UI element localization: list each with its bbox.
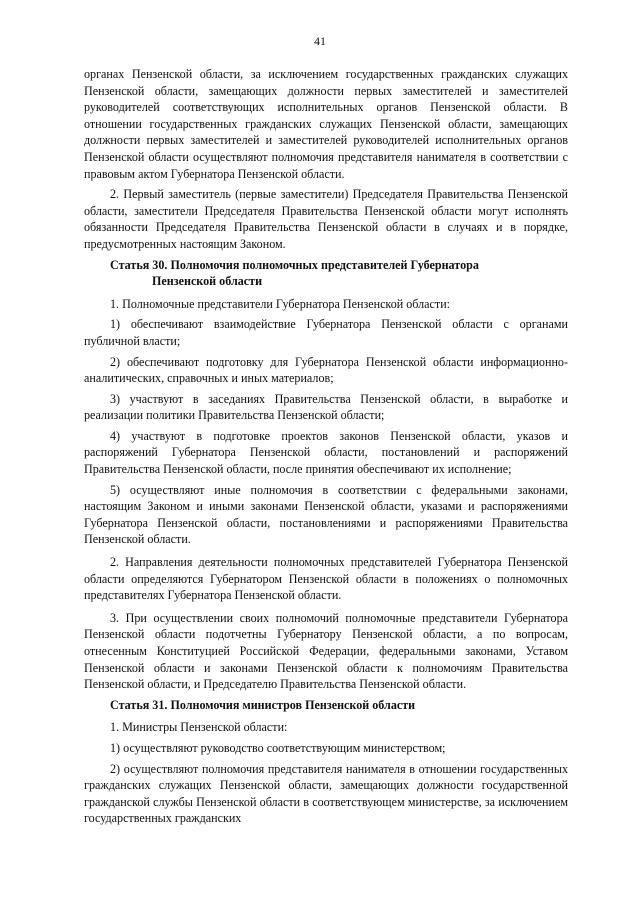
article-30-subitem-3: 3) участвуют в заседаниях Правительства Пензенской области, в выработке и реализации политики Правительства Пензенской области; [84, 391, 568, 423]
paragraph-2: 2. Первый заместитель (первые заместители) Председателя Правительства Пензенской области, заместители Председателя Правительства Пензенской области могут исполнять обязанности Председателя Правительства Пензенской области в случаях и в порядке, предусмотренных настоящим Законом. [84, 187, 568, 251]
article-31-heading [84, 697, 568, 714]
article-30-subitem-5: 5) осуществляют иные полномочия в соответствии с федеральными законами, настоящим Законом и иными законами Пензенской области, указами и распоряжениями Губернатора Пензенской области, постановлениями и распоряжениями Правительства Пензенской области. [84, 482, 568, 547]
article-31-subitem-2: 2) осуществляют полномочия представителя нанимателя в отношении государственных гражданских служащих Пензенской области, замещающих должности государственной гражданской службы Пензенской области в соответствующем министерстве, за исключением государственных гражданских [84, 761, 568, 826]
document-body [84, 66, 568, 831]
article-30-subitem-2: 2) обеспечивают подготовку для Губернатора Пензенской области информационно-аналитических, справочных и иных материалов; [84, 354, 568, 386]
article-30-subitem-1: 1) обеспечивают взаимодействие Губернатора Пензенской области с органами публичной власти; [84, 317, 568, 348]
page-number: 41 [314, 34, 326, 48]
article-30-item-1: 1. Полномочные представители Губернатора Пензенской области: [110, 296, 451, 311]
article-30-heading-line1: Статья 30. Полномочия полномочных представителей Губернатора [110, 257, 479, 272]
article-30-heading-line2: Пензенской области [152, 274, 263, 289]
article-30-subitem-4: 4) участвуют в подготовке проектов законов Пензенской области, указов и распоряжений Губернатора Пензенской области, постановлений и распоряжений Правительства Пензенской области, после принятия обеспечивают их исполнение; [84, 428, 568, 477]
article-30-heading [84, 257, 568, 290]
article-30-item-3: 3. При осуществлении своих полномочий полномочные представители Губернатора Пензенской области подотчетны Губернатору Пензенской области, а по вопросам, отнесенным Конституцией Российской Федерации, федеральными законами, Уставом Пензенской области и законами Пензенской области к полномочиям Правительства Пензенской области, и Председателю Правительства Пензенской области. [84, 610, 568, 692]
article-31-subitem-1: 1) осуществляют руководство соответствующим министерством; [110, 740, 446, 755]
paragraph-continuation: органах Пензенской области, за исключением государственных гражданских служащих Пензенской области, замещающих должности первых заместителей и заместителей руководителей соответствующих исполнительных органов Пензенской области. В отношении государственных гражданских служащих Пензенской области, замещающих должности первых заместителей и заместителей руководителей исполнительных органов Пензенской области осуществляют полномочия представителя нанимателя в соответствии с правовым актом Губернатора Пензенской области. [84, 67, 568, 181]
article-30-item-2: 2. Направления деятельности полномочных представителей Губернатора Пензенской области определяются Губернатором Пензенской области в положениях о полномочных представителях Губернатора Пензенской области. [84, 555, 568, 603]
article-31-item-1: 1. Министры Пензенской области: [110, 720, 288, 735]
article-31-heading-text: Статья 31. Полномочия министров Пензенской области [110, 697, 416, 712]
